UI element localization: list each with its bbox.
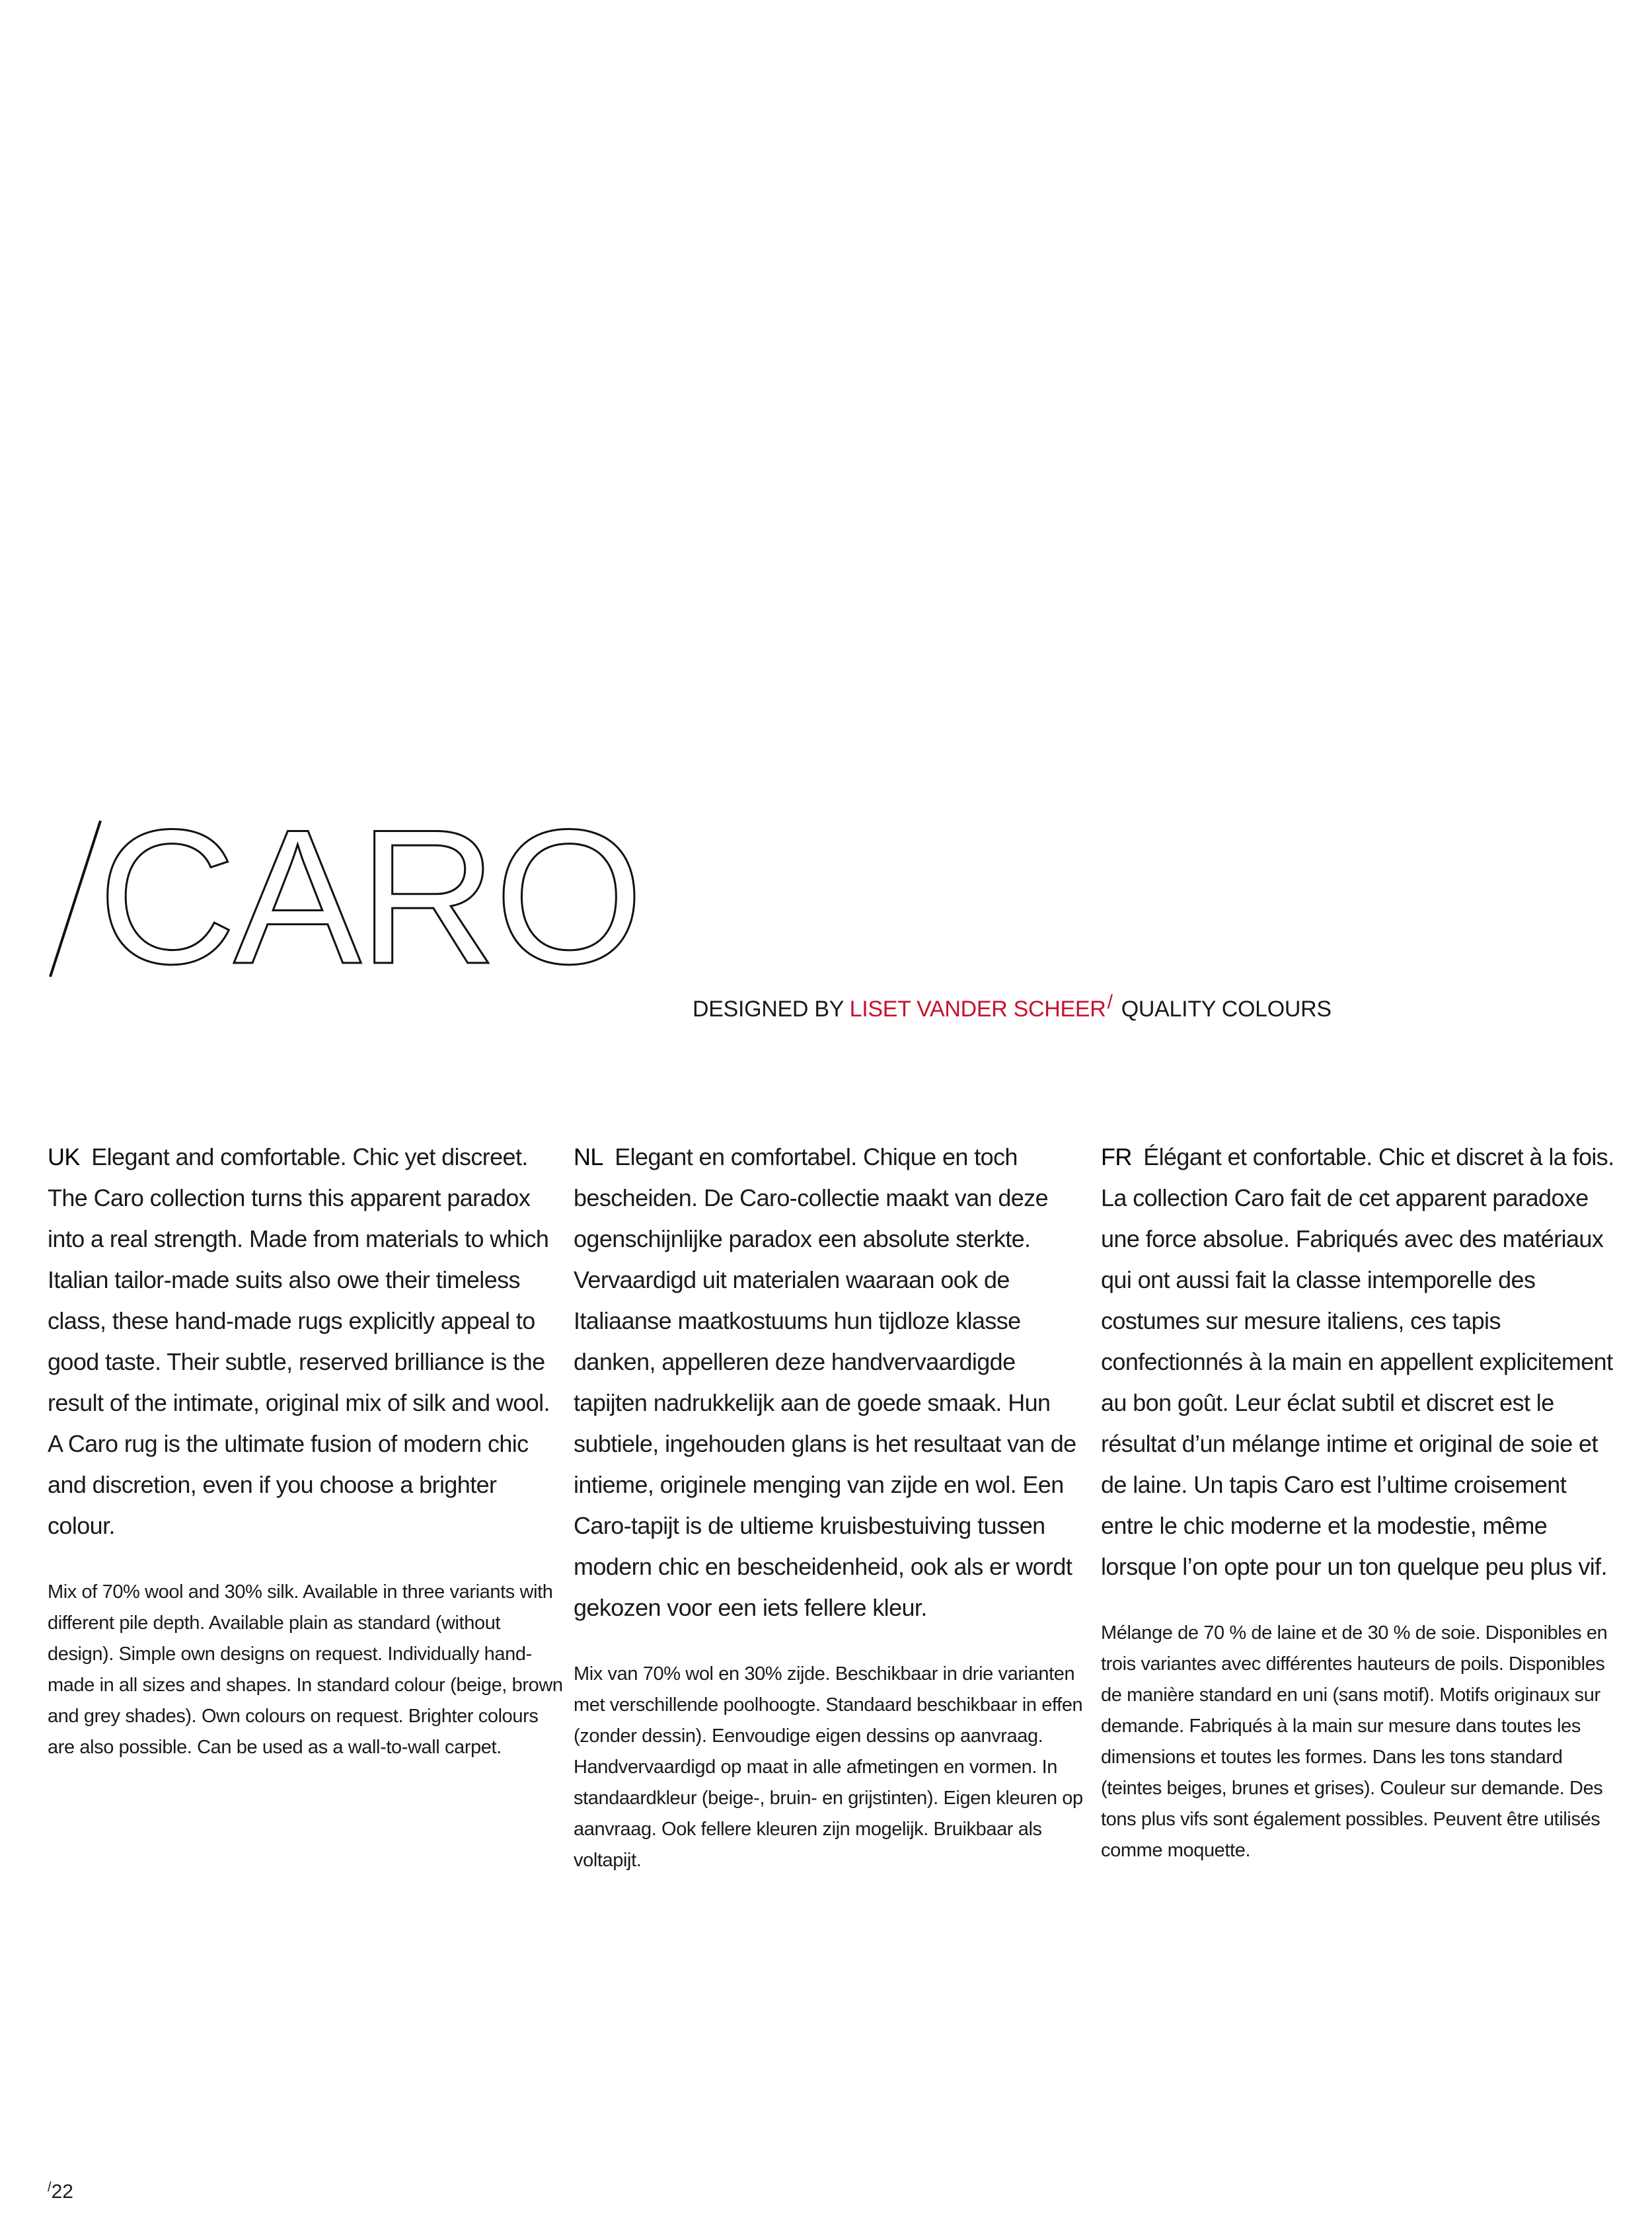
nl-specifications: Mix van 70% wol en 30% zijde. Beschikbaar in drie varianten met verschillende poolhoogte. Standaard beschikbaar in effen (zonder dessin). Eenvoudige eigen dessins op aanvraag. Handvervaardigd op maat in alle afmetingen en vormen. In standaardkleur (beige-, bruin- en grijstinten). Eigen kleuren op aanvraag. Ook fellere kleuren zijn mogelijk. Bruikbaar als voltapijt. (574, 1663, 1083, 1871)
collection-title (46, 790, 641, 1038)
page-number (48, 2181, 73, 2203)
column-uk (48, 1137, 563, 1763)
designer-credit (693, 991, 1332, 1022)
fr-specifications: Mélange de 70 % de laine et de 30 % de soie. Disponibles en trois variantes avec différentes hauteurs de poils. Disponibles de manière standard en uni (sans motif). Motifs originaux sur demande. Fabriqués à la main sur mesure dans toutes les dimensions et toutes les formes. Dans les tons standard (teintes beiges, brunes et grises). Couleur sur demande. Des tons plus vifs sont également possibles. Peuvent être utilisés comme moquette. (1101, 1622, 1608, 1861)
uk-specifications: Mix of 70% wool and 30% silk. Available in three variants with different pile depth. Available plain as standard (without design). Simple own designs on request. Individually hand-made in all sizes and shapes. In standard colour (beige, brown and grey shades). Own colours on request. Brighter colours are also possible. Can be used as a wall-to-wall carpet. (48, 1581, 563, 1758)
fr-description (1101, 1137, 1616, 1587)
title-slash-mark (46, 819, 106, 978)
nl-language-label: NL (574, 1143, 603, 1170)
uk-description (48, 1137, 563, 1546)
title-word: CARO (98, 790, 641, 1004)
column-nl (574, 1137, 1089, 1876)
column-fr (1101, 1137, 1616, 1866)
designer-suffix: QUALITY COLOURS (1121, 997, 1332, 1022)
nl-main-text: Elegant en comfortabel. Chique en toch bescheiden. De Caro-collectie maakt van deze ogenschijnlijke paradox een absolute sterkte. Vervaardigd uit materialen waaraan ook de Italiaanse maatkostuums hun tijdloze klasse danken, appelleren deze handvervaardigde tapijten nadrukkelijk aan de goede smaak. Hun subtiele, ingehouden glans is het resultaat van de intieme, originele menging van zijde en wol. Een Caro-tapijt is de ultieme kruisbestuiving tussen modern chic en bescheidenheid, ook als er wordt gekozen voor een iets fellere kleur. (574, 1143, 1076, 1621)
designer-prefix: DESIGNED BY (693, 997, 844, 1022)
designer-name: LISET VANDER SCHEER (849, 997, 1106, 1022)
designer-separator: / (1107, 991, 1113, 1013)
page-number-slash: / (48, 2180, 52, 2195)
fr-language-label: FR (1101, 1143, 1132, 1170)
nl-description (574, 1137, 1089, 1628)
page-number-value: 22 (51, 2181, 73, 2203)
fr-main-text: Élégant et confortable. Chic et discret à la fois. La collection Caro fait de cet apparent paradoxe une force absolue. Fabriqués avec des matériaux qui ont aussi fait la classe intemporelle des costumes sur mesure italiens, ces tapis confectionnés à la main en appellent explicitement au bon goût. Leur éclat subtil et discret est le résultat d’un mélange intime et original de soie et de laine. Un tapis Caro est l’ultime croisement entre le chic moderne et la modestie, même lorsque l’on opte pour un ton quelque peu plus vif. (1101, 1143, 1614, 1580)
uk-main-text: Elegant and comfortable. Chic yet discreet. The Caro collection turns this apparent paradox into a real strength. Made from materials to which Italian tailor-made suits also owe their timeless class, these hand-made rugs explicitly appeal to good taste. Their subtle, reserved brilliance is the result of the intimate, original mix of silk and wool. A Caro rug is the ultimate fusion of modern chic and discretion, even if you choose a brighter colour. (48, 1143, 550, 1539)
uk-language-label: UK (48, 1143, 80, 1170)
